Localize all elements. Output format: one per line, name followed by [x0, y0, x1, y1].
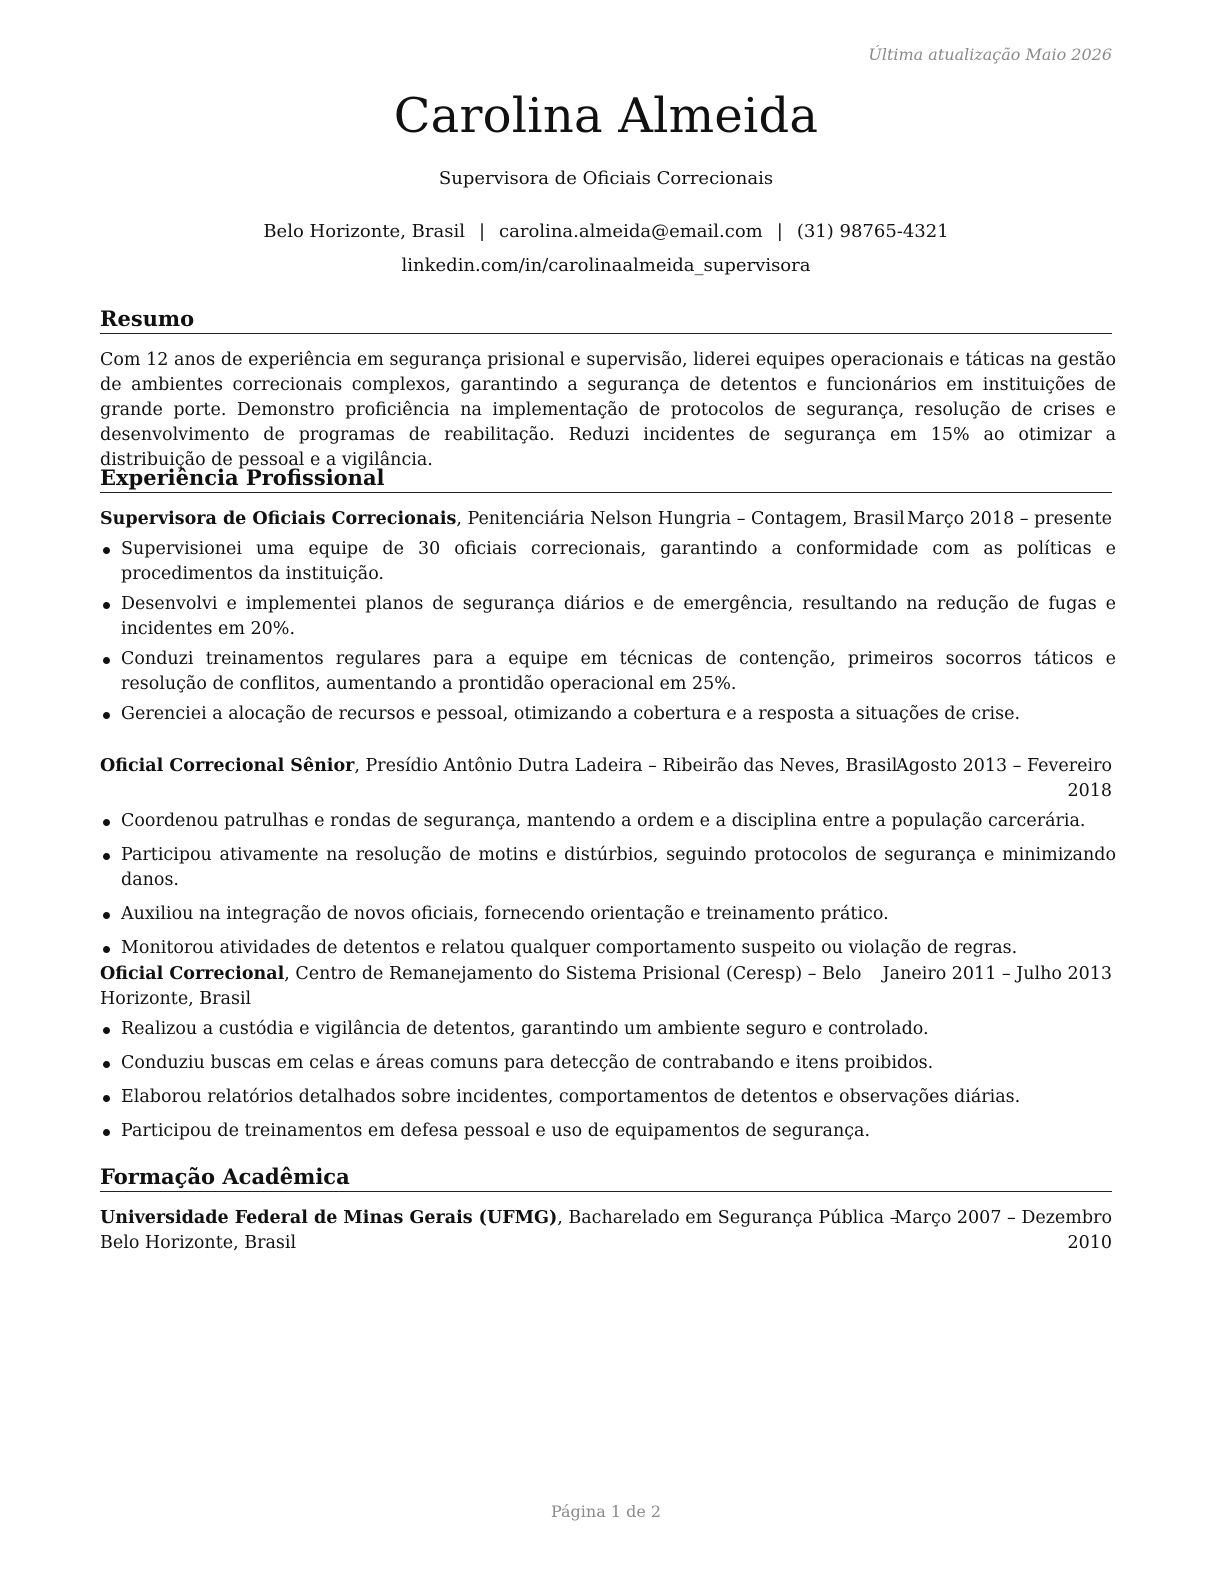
- job-dates-line: Agosto 2013 – Fevereiro: [896, 756, 1112, 776]
- education-location: Belo Horizonte, Brasil: [100, 1233, 297, 1253]
- phone-text: (31) 98765-4321: [796, 221, 949, 242]
- list-item: Coordenou patrulhas e rondas de segurança, mantendo a ordem e a disciplina entre a população carcerária.: [100, 809, 1116, 834]
- email-link[interactable]: carolina.almeida@email.com: [499, 221, 763, 242]
- candidate-name: Carolina Almeida: [393, 88, 819, 144]
- list-item: Conduziu buscas em celas e áreas comuns para detecção de contrabando e itens proibidos.: [100, 1051, 1116, 1076]
- job-role: Supervisora de Oficiais Correcionais: [100, 509, 457, 529]
- contact-separator: |: [776, 221, 783, 242]
- summary-text: Com 12 anos de experiência em segurança prisional e supervisão, liderei equipes operacionais e táticas na gestão de ambientes correcionais complexos, garantindo a segurança de detentos e funcionários em instituições de grande porte. Demonstro proficiência na implementação de protocolos de segurança, resolução de crises e desenvolvimento de programas de reabilitação. Reduzi incidentes de segurança em 15% ao otimizar a distribuição de pessoal e a vigilância.: [100, 350, 1116, 470]
- job-role: Oficial Correcional Sênior: [100, 756, 355, 776]
- job-place: , Centro de Remanejamento do Sistema Prisional (Ceresp) – Belo: [284, 964, 862, 984]
- job-bullets: [100, 537, 1116, 727]
- list-item: Monitorou atividades de detentos e relatou qualquer comportamento suspeito ou violação de regras.: [100, 936, 1116, 961]
- job-place: Horizonte, Brasil: [100, 989, 252, 1009]
- list-item: Participou ativamente na resolução de motins e distúrbios, seguindo protocolos de segurança e minimizando danos.: [100, 843, 1116, 893]
- list-item: Gerenciei a alocação de recursos e pessoal, otimizando a cobertura e a resposta a situações de crise.: [100, 702, 1116, 727]
- list-item: Conduzi treinamentos regulares para a equipe em técnicas de contenção, primeiros socorros táticos e resolução de conflitos, aumentando a prontidão operacional em 25%.: [100, 647, 1116, 697]
- job-dates: Janeiro 2011 – Julho 2013: [882, 964, 1112, 984]
- job-dates-line: 2018: [1067, 781, 1112, 801]
- job-place: , Penitenciária Nelson Hungria – Contagem, Brasil: [456, 509, 905, 529]
- page-number: Página 1 de 2: [550, 1502, 662, 1521]
- list-item: Participou de treinamentos em defesa pessoal e uso de equipamentos de segurança.: [100, 1119, 1116, 1144]
- education-school: Universidade Federal de Minas Gerais (UFMG): [100, 1208, 558, 1228]
- list-item: Elaborou relatórios detalhados sobre incidentes, comportamentos de detentos e observações diárias.: [100, 1085, 1116, 1110]
- resume-page: [100, 0, 1116, 1584]
- summary-heading: Resumo: [100, 305, 1112, 334]
- linkedin-link[interactable]: linkedin.com/in/carolinaalmeida_supervisora: [401, 255, 811, 276]
- education-dates-line: Março 2007 – Dezembro: [894, 1208, 1112, 1228]
- job-header: [100, 754, 1112, 801]
- education-degree: , Bacharelado em Segurança Pública –: [557, 1208, 899, 1228]
- education-dates-line: 2010: [1067, 1233, 1112, 1253]
- education-entry: [100, 1206, 1112, 1256]
- contact-line: [100, 221, 1112, 242]
- job-header: [100, 507, 1112, 532]
- job-bullets: [100, 809, 1116, 961]
- list-item: Supervisionei uma equipe de 30 oficiais correcionais, garantindo a conformidade com as políticas e procedimentos da instituição.: [100, 537, 1116, 587]
- list-item: Desenvolvi e implementei planos de segurança diários e de emergência, resultando na redução de fugas e incidentes em 20%.: [100, 592, 1116, 642]
- list-item: Realizou a custódia e vigilância de detentos, garantindo um ambiente seguro e controlado.: [100, 1017, 1116, 1042]
- job-role: Oficial Correcional: [100, 964, 285, 984]
- experience-heading: Experiência Profissional: [100, 464, 1112, 493]
- job-place: , Presídio Antônio Dutra Ladeira – Ribeirão das Neves, Brasil: [354, 756, 898, 776]
- job-dates: Março 2018 – presente: [907, 509, 1112, 529]
- job-header: [100, 962, 1112, 1012]
- contact-separator: |: [478, 221, 486, 242]
- education-heading: Formação Acadêmica: [100, 1163, 1112, 1192]
- list-item: Auxiliou na integração de novos oficiais, fornecendo orientação e treinamento prático.: [100, 902, 1116, 927]
- job-bullets: [100, 1017, 1116, 1144]
- location-text: Belo Horizonte, Brasil: [263, 221, 465, 242]
- education-dates: [894, 1206, 1112, 1256]
- last-updated-text: Última atualização Maio 2026: [868, 45, 1112, 64]
- job-dates: [896, 754, 1112, 804]
- candidate-title: Supervisora de Oficiais Correcionais: [438, 168, 774, 189]
